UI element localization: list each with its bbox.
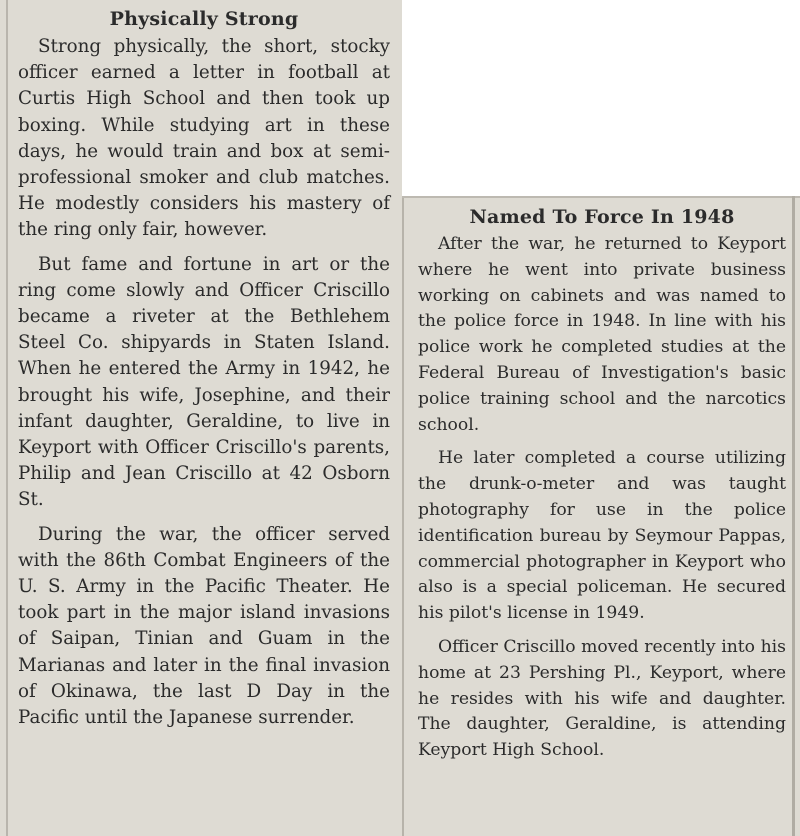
right-column-top-rule	[402, 196, 800, 198]
left-paragraph-3: During the war, the officer served with the 86th Combat Engineers of the U. S. Army in the Pacific Theater. He took part in the major island invasions of Saipan, Tinian and Guam in the Marianas and later in the final invasion of Okinawa, the last D Day in the Pacific until the Japanese surrender.	[18, 523, 390, 729]
right-edge-column-rule	[792, 196, 795, 836]
right-paragraph-1: After the war, he returned to Keyport where he went into private business working on cabinets and was named to the police force in 1948. In line with his police work he completed studies at the Federal Bureau of Investigation's basic police training school and the narcotics school.	[418, 234, 786, 435]
left-column-rule	[6, 0, 8, 836]
left-paragraph-1: Strong physically, the short, stocky officer earned a letter in football at Curtis High School and then took up boxing. While studying art in these days, he would train and box at semi-professional smoker and club matches. He modestly considers his mastery of the ring only fair, however.	[18, 36, 390, 241]
right-paragraph-2: He later completed a course utilizing the drunk-o-meter and was taught photography for use in the police identification bureau by Seymour Pappas, commercial photographer in Keyport who also is a special policeman. He secured his pilot's license in 1949.	[418, 448, 786, 624]
left-paragraph-2: But fame and fortune in art or the ring come slowly and Officer Criscillo became a riveter at the Bethlehem Steel Co. shipyards in Staten Island. When he entered the Army in 1942, he brought his wife, Josephine, and their infant daughter, Geraldine, to live in Keyport with Officer Criscillo's parents, Philip and Jean Criscillo at 42 Osborn St.	[18, 253, 390, 511]
heading-physically-strong: Physically Strong	[109, 8, 299, 30]
right-column-clipping	[402, 196, 800, 836]
right-paragraph-3: Officer Criscillo moved recently into his home at 23 Pershing Pl., Keyport, where he resides with his wife and daughter. The daughter, Geraldine, is attending Keyport High School.	[418, 636, 786, 761]
heading-named-to-force: Named To Force In 1948	[469, 206, 735, 228]
